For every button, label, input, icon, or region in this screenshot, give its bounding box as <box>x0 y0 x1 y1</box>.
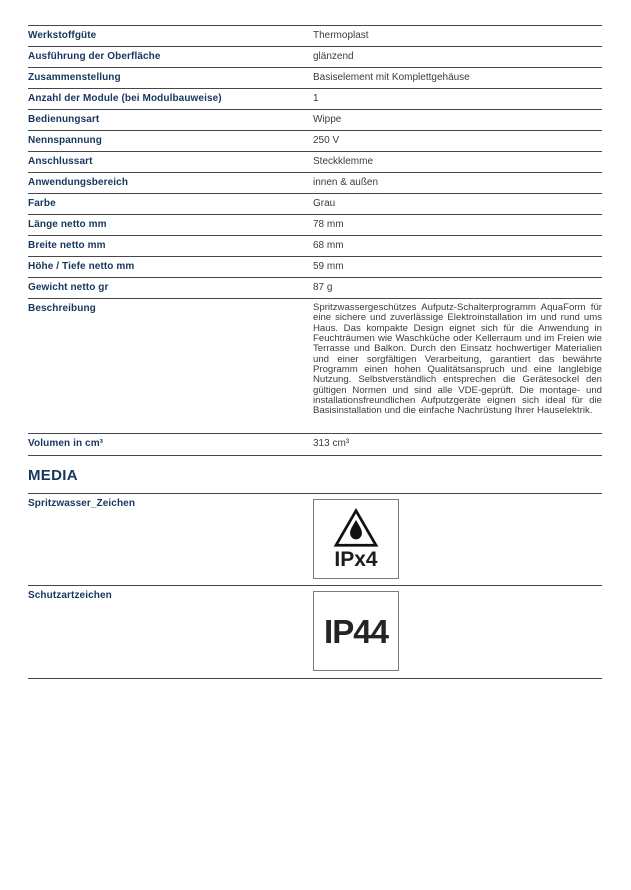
water-drop-triangle-icon <box>333 508 379 548</box>
spec-label: Höhe / Tiefe netto mm <box>28 261 135 272</box>
spec-label: Anwendungsbereich <box>28 177 129 188</box>
spec-value: innen & außen <box>313 177 379 188</box>
ipx4-label: IPx4 <box>334 548 378 571</box>
spec-label: Anzahl der Module (bei Modulbauweise) <box>28 93 222 104</box>
media-label: Schutzartzeichen <box>28 590 112 601</box>
table-row <box>28 46 602 67</box>
spec-label: Länge netto mm <box>28 219 107 230</box>
spec-label: Farbe <box>28 198 56 209</box>
spec-label: Werkstoffgüte <box>28 30 97 41</box>
spec-value: Grau <box>313 198 336 209</box>
table-row <box>28 67 602 88</box>
table-row <box>28 151 602 172</box>
table-row <box>28 172 602 193</box>
spec-value: Steckklemme <box>313 156 374 167</box>
spec-value: 87 g <box>313 282 333 293</box>
spec-label: Gewicht netto gr <box>28 282 109 293</box>
spec-table <box>28 25 602 456</box>
table-row <box>28 433 602 455</box>
ip44-label: IP44 <box>324 612 388 650</box>
spec-value: 78 mm <box>313 219 344 230</box>
table-row <box>28 193 602 214</box>
table-row <box>28 235 602 256</box>
table-row <box>28 277 602 298</box>
ipx4-badge <box>313 499 399 579</box>
product-datasheet <box>28 25 602 679</box>
media-row-spritzwasser <box>28 493 602 585</box>
spec-label: Breite netto mm <box>28 240 106 251</box>
spec-label: Nennspannung <box>28 135 102 146</box>
media-value <box>313 590 602 671</box>
media-table <box>28 493 602 679</box>
spec-label: Volumen in cm³ <box>28 438 104 449</box>
spec-value: 313 cm³ <box>313 438 350 449</box>
spec-value: Wippe <box>313 114 342 125</box>
table-row <box>28 256 602 277</box>
table-row-description <box>28 298 602 433</box>
ip44-badge <box>313 591 399 671</box>
spec-value: Basiselement mit Komplettgehäuse <box>313 72 470 83</box>
spec-label: Zusammenstellung <box>28 72 121 83</box>
media-row-schutzart <box>28 585 602 678</box>
spec-value: glänzend <box>313 51 354 62</box>
table-row <box>28 109 602 130</box>
table-row <box>28 130 602 151</box>
spec-value: 250 V <box>313 135 340 146</box>
description-text: Spritzwassergeschützes Aufputz-Schalterprogramm AquaForm für eine sichere und zuverlässige Elektroinstallation im und rund ums Haus. Das kompakte Design eignet sich für die Anwendung in Feuchträumen wie Waschküche oder Kellerraum und im Freien wie Terrasse und Balkon. Durch den Einsatz hochwertiger Materialien und einer sorgfältigen Verarbeitung, garantiert das bewährte Programm einen hohen Qualitätsanspruch und eine langlebige Nutzung. Selbstverständlich entsprechen die Gerätesockel den gültigen Normen und sind alle VDE-geprüft. Die montage- und installationsfreundlichen Aufputzgeräte eignen sich ideal für die Basisinstallation und die einfache Nachrüstung Ihrer Hauselektrik. <box>313 302 602 417</box>
media-label: Spritzwasser_Zeichen <box>28 498 136 509</box>
table-row <box>28 25 602 46</box>
spec-label: Bedienungsart <box>28 114 100 125</box>
media-value <box>313 498 602 579</box>
spec-label: Beschreibung <box>28 303 96 314</box>
table-row <box>28 214 602 235</box>
spec-value: Thermoplast <box>313 30 369 41</box>
spec-label: Ausführung der Oberfläche <box>28 51 161 62</box>
spec-value: 1 <box>313 93 319 104</box>
media-section-heading: MEDIA <box>28 467 78 484</box>
table-row <box>28 88 602 109</box>
spec-value: 68 mm <box>313 240 344 251</box>
spec-value: 59 mm <box>313 261 344 272</box>
spec-label: Anschlussart <box>28 156 93 167</box>
